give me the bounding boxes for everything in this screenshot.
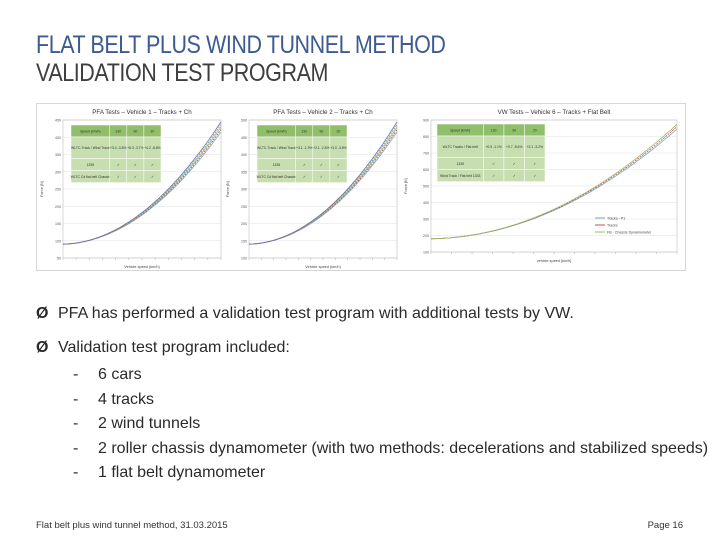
table-cell-text: 130 bbox=[115, 129, 122, 134]
table-cell-text: WLTC Cd flat belt Chassis bbox=[256, 174, 297, 179]
dash-marker: - bbox=[73, 439, 79, 457]
table-cell-text: 20 bbox=[150, 129, 155, 134]
y-tick-label: 200 bbox=[55, 204, 61, 209]
table-cell-text: ✓ bbox=[302, 162, 306, 167]
table-cell-text: +4.2 -8.8% bbox=[144, 146, 161, 151]
y-tick-label: 50 bbox=[57, 256, 61, 261]
chart-title: VW Tests – Vehicle 6 – Tracks + Flat Belt bbox=[497, 109, 611, 116]
bullet-1 bbox=[36, 305, 574, 323]
sub-item bbox=[73, 437, 708, 462]
footer-document-title: Flat belt plus wind tunnel method, 31.03.2015 bbox=[36, 520, 228, 531]
chart-title: PFA Tests – Vehicle 2 – Tracks + Ch bbox=[273, 109, 373, 116]
y-axis-label: Force (N) bbox=[40, 180, 44, 198]
chart-vehicle-6 bbox=[401, 104, 685, 270]
table-cell-text: ✓ bbox=[492, 173, 496, 178]
table-cell-text: WLTC Cd flat belt Chassis bbox=[70, 174, 111, 179]
arrow-bullet-icon: Ø bbox=[36, 305, 49, 322]
y-tick-label: 200 bbox=[241, 222, 247, 227]
y-tick-label: 250 bbox=[241, 204, 247, 209]
y-tick-label: 400 bbox=[55, 135, 61, 140]
chart-panel-vehicle-1 bbox=[37, 104, 227, 270]
table-cell-text: Speed (km/h) bbox=[80, 129, 101, 134]
chart-panel-vehicle-6 bbox=[401, 104, 685, 270]
y-tick-label: 300 bbox=[241, 187, 247, 192]
legend-label: Tracks bbox=[607, 223, 618, 228]
y-tick-label: 450 bbox=[241, 135, 247, 140]
table-cell-text: Speed [km/h] bbox=[450, 128, 471, 133]
y-tick-label: 900 bbox=[423, 118, 429, 123]
y-tick-label: 150 bbox=[55, 222, 61, 227]
table-cell-text: WLTC Tracks / Flat belt bbox=[442, 145, 478, 150]
y-tick-label: 350 bbox=[241, 170, 247, 175]
bullet-1-text: PFA has performed a validation test program with additional tests by VW. bbox=[58, 305, 574, 322]
table-cell-text: ✓ bbox=[512, 161, 516, 166]
y-tick-label: 100 bbox=[241, 256, 247, 261]
table-cell-text: ✓ bbox=[116, 174, 120, 179]
table-cell-text: +0.7 -5.6% bbox=[505, 145, 523, 150]
legend-label: FB - Chassis Dynamometer bbox=[607, 230, 652, 235]
dash-marker: - bbox=[73, 390, 79, 408]
table-cell-text: +2.1 -3.2% bbox=[526, 145, 543, 150]
y-tick-label: 800 bbox=[423, 135, 429, 140]
table-cell-text: 130 bbox=[490, 128, 497, 133]
y-tick-label: 450 bbox=[55, 118, 61, 123]
table-cell-text: +3.1 -1.9% bbox=[296, 146, 313, 151]
y-tick-label: 250 bbox=[55, 187, 61, 192]
table-cell-text: 1335 bbox=[456, 161, 464, 166]
dash-marker: - bbox=[73, 415, 79, 433]
y-tick-label: 500 bbox=[423, 184, 429, 189]
table-cell-text: ✓ bbox=[133, 162, 137, 167]
sub-item-text: 4 tracks bbox=[98, 390, 155, 408]
table-cell-text: 20 bbox=[532, 128, 537, 133]
sub-item-text: 2 wind tunnels bbox=[98, 415, 201, 433]
y-tick-label: 400 bbox=[423, 201, 429, 206]
table-cell-text: +3.0 -3.8% bbox=[330, 146, 347, 151]
sub-item bbox=[73, 363, 708, 388]
x-axis-label: vehicle speed [km/h] bbox=[536, 259, 572, 263]
table-cell-text: 130 bbox=[301, 129, 308, 134]
table-cell-text: ✓ bbox=[319, 174, 323, 179]
sub-item-list bbox=[73, 363, 708, 486]
table-cell-text: ✓ bbox=[533, 173, 537, 178]
y-axis-label: Force [N] bbox=[404, 178, 408, 194]
table-cell-text: 90 bbox=[319, 129, 324, 134]
y-tick-label: 700 bbox=[423, 151, 429, 156]
table-cell-text: 90 bbox=[512, 128, 517, 133]
legend-label: Tracks - P1 bbox=[607, 216, 626, 221]
table-cell-text: 1335 bbox=[272, 162, 281, 167]
bullet-2-text: Validation test program included: bbox=[58, 339, 290, 356]
table-cell-text: ✓ bbox=[116, 162, 120, 167]
y-tick-label: 200 bbox=[423, 234, 429, 239]
table-cell-text: ✓ bbox=[319, 162, 323, 167]
slide-title-line-1: FLAT BELT PLUS WIND TUNNEL METHOD bbox=[36, 31, 446, 59]
sub-item bbox=[73, 461, 708, 486]
slide-title-line-2: VALIDATION TEST PROGRAM bbox=[36, 59, 328, 87]
table-cell-text: 90 bbox=[133, 129, 138, 134]
y-tick-label: 400 bbox=[241, 153, 247, 158]
table-cell-text: 1335 bbox=[86, 162, 95, 167]
table-cell-text: ✓ bbox=[337, 174, 340, 179]
y-tick-label: 150 bbox=[241, 239, 247, 244]
validation-charts-figure bbox=[36, 103, 686, 271]
sub-item bbox=[73, 388, 708, 413]
table-cell-text: ✓ bbox=[337, 162, 340, 167]
sub-item-text: 2 roller chassis dynamometer (with two methods: decelerations and stabilized speeds) bbox=[98, 439, 709, 457]
table-cell-text: Speed (km/h) bbox=[266, 129, 287, 134]
sub-item-text: 6 cars bbox=[98, 366, 142, 383]
table-cell-text: +0.9 -1.1% bbox=[485, 145, 502, 150]
sub-item bbox=[73, 412, 708, 437]
table-cell-text: 20 bbox=[336, 129, 341, 134]
y-tick-label: 350 bbox=[55, 153, 61, 158]
table-cell-text: WLTC-Track / Wind Track bbox=[257, 146, 296, 151]
y-tick-label: 300 bbox=[55, 170, 61, 175]
chart-title: PFA Tests – Vehicle 1 – Tracks + Ch bbox=[92, 109, 192, 116]
table-cell-text: Wind Track / Flat belt 1333 bbox=[440, 173, 481, 178]
table-cell-text: +2.1 -2.8% bbox=[313, 146, 330, 151]
y-axis-label: Force (N) bbox=[226, 180, 230, 198]
table-cell-text: ✓ bbox=[151, 162, 154, 167]
y-tick-label: 100 bbox=[423, 250, 429, 255]
footer-page-number: Page 16 bbox=[647, 520, 683, 531]
dash-marker: - bbox=[73, 366, 79, 383]
chart-vehicle-2 bbox=[223, 104, 403, 270]
y-tick-label: 500 bbox=[241, 118, 247, 123]
sub-item-text: 1 flat belt dynamometer bbox=[98, 464, 266, 482]
table-cell-text: ✓ bbox=[492, 161, 496, 166]
chart-panel-vehicle-2 bbox=[223, 104, 403, 270]
table-cell-text: ✓ bbox=[133, 174, 137, 179]
bullet-2 bbox=[36, 339, 290, 357]
table-cell-text: ✓ bbox=[151, 174, 154, 179]
table-cell-text: +3.4 -3.8% bbox=[110, 146, 127, 151]
arrow-bullet-icon: Ø bbox=[36, 339, 49, 356]
y-tick-label: 300 bbox=[423, 217, 429, 222]
dash-marker: - bbox=[73, 464, 79, 482]
y-tick-label: 100 bbox=[55, 239, 61, 244]
x-axis-label: Vehicle speed (km/h) bbox=[124, 265, 160, 269]
x-axis-label: Vehicle speed (km/h) bbox=[305, 265, 341, 269]
y-tick-label: 600 bbox=[423, 168, 429, 173]
table-cell-text: ✓ bbox=[512, 173, 516, 178]
table-cell-text: +8.3 -3.7% bbox=[127, 146, 144, 151]
table-cell-text: WLTC-Track / Wind Track bbox=[71, 146, 110, 151]
chart-vehicle-1 bbox=[37, 104, 227, 270]
table-cell-text: ✓ bbox=[533, 161, 537, 166]
table-cell-text: ✓ bbox=[302, 174, 306, 179]
